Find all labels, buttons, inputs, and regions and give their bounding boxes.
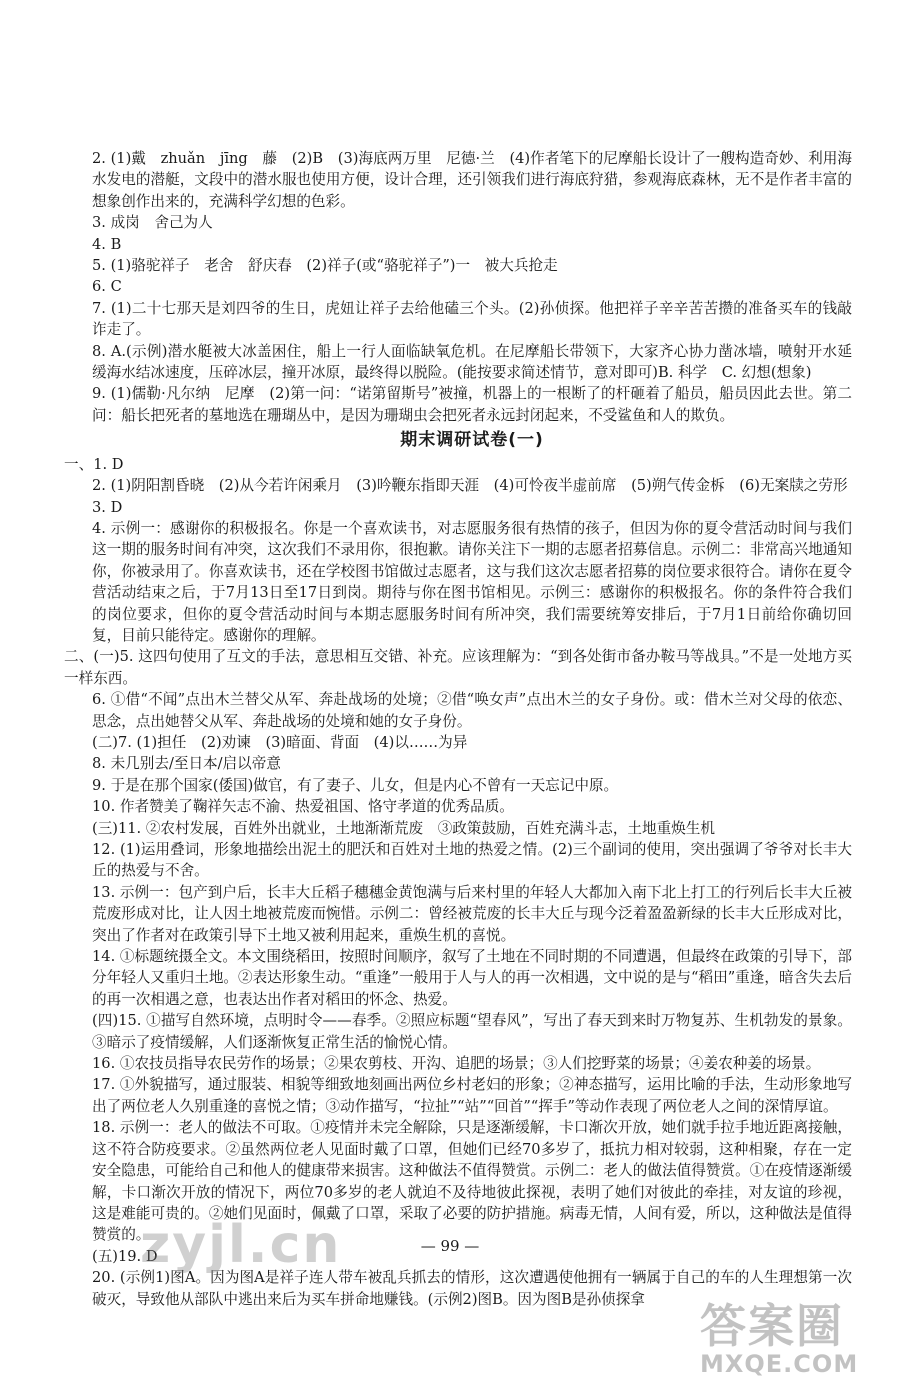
answer-line: 8. 未几别去/至日本/启以帝意 bbox=[92, 755, 281, 773]
exam-title: 期末调研试卷(一) bbox=[400, 430, 544, 451]
watermark-answer-logo bbox=[700, 1290, 890, 1380]
answer-line: 7. (1)二十七那天是刘四爷的生日，虎妞让祥子去给他磕三个头。(2)孙侦探。他把祥子辛辛苦苦攒的准备买车的钱敲诈走了。 bbox=[92, 299, 852, 339]
answer-line: 5. (1)骆驼祥子 老舍 舒庆春 (2)祥子(或“骆驼祥子”)一 被大兵抢走 bbox=[92, 257, 558, 275]
page-number: — 99 — bbox=[420, 1237, 480, 1255]
answer-line: 16. ①农技员指导农民劳作的场景；②果农剪枝、开沟、追肥的场景；③人们挖野菜的场景；④姜农种姜的场景。 bbox=[92, 1055, 821, 1073]
answer-line: 17. ①外貌描写，通过服装、相貌等细致地刻画出两位乡村老妇的形象；②神态描写，运用比喻的手法，生动形象地写出了两位老人久别重逢的喜悦之情；③动作描写，“拉扯”“站”“回首”“挥手”等动作表现了两位老人之间的深情厚谊。 bbox=[92, 1076, 852, 1115]
answer-line: (二)7. (1)担任 (2)劝谏 (3)暗面、背面 (4)以……为异 bbox=[92, 733, 468, 751]
answer-line: 6. ①借“不闻”点出木兰替父从军、奔赴战场的处境；②借“唤女声”点出木兰的女子身份。或：借木兰对父母的依恋、思念，点出她替父从军、奔赴战场的处境和她的女子身份。 bbox=[92, 691, 852, 730]
answer-line: (五)19. D bbox=[92, 1247, 158, 1265]
answer-line: 3. 成岗 舍己为人 bbox=[92, 214, 213, 232]
answer-line: 一、1. D bbox=[64, 455, 124, 473]
answer-line: 2. (1)戴 zhuǎn jīng 藤 (2)B (3)海底两万里 尼德·兰 (4)作者笔下的尼摩船长设计了一艘构造奇妙、利用海水发电的潜艇，文段中的潜水服也使用方便，设计合理，还引领我们进行海底狩猎，参观海底森林，无不是作者丰富的想象创作出来的，充满科学幻想的色彩。 bbox=[92, 150, 852, 210]
watermark-site-text: MXQE.COM bbox=[700, 1350, 859, 1378]
answer-line: 12. (1)运用叠词，形象地描绘出泥土的肥沃和百姓对土地的热爱之情。(2)三个副词的使用，突出强调了爷爷对长丰大丘的热爱与不舍。 bbox=[92, 841, 852, 880]
answer-line: 18. 示例一：老人的做法不可取。①疫情并未完全解除，只是逐渐缓解，卡口渐次开放，她们就手拉手地近距离接触，这不符合防疫要求。②虽然两位老人见面时戴了口罩，但她们已经70多岁了，抵抗力相对较弱，这种相聚，存在一定安全隐患，可能给自己和他人的健康带来损害。这种做法不值得赞赏。示例二：老人的做法值得赞赏。①在疫情逐渐缓解，卡口渐次开放的情况下，两位70多岁的老人就迫不及待地彼此探视，表明了她们对彼此的牵挂，对友谊的珍视，这是难能可贵的。②她们见面时，佩戴了口罩，采取了必要的防护措施。病毒无情，人间有爱，所以，这种做法是值得赞赏的。 bbox=[92, 1119, 852, 1244]
watermark-zyjl: zyjl.cn bbox=[140, 1215, 342, 1275]
answer-line: 4. 示例一：感谢你的积极报名。你是一个喜欢读书，对志愿服务很有热情的孩子，但因为你的夏令营活动时间与我们这一期的服务时间有冲突，这次我们不录用你，很抱歉。请你关注下一期的志愿者招募信息。示例二：非常高兴地通知你，你被录用了。你喜欢读书，还在学校图书馆做过志愿者，这与我们这次志愿者招募的岗位要求很符合。请你在夏令营活动结束之后，于7月13日至17日到岗。期待与你在图书馆相见。示例三：感谢你的积极报名。你的条件符合我们的岗位要求，但你的夏令营活动时间与本期志愿服务时间有所冲突，我们需要统筹安排后，于7月1日前给你确切回复，目前只能待定。感谢你的理解。 bbox=[92, 519, 852, 644]
watermark-logo-text: 答案圈 bbox=[700, 1299, 844, 1353]
answer-section-previous bbox=[92, 148, 852, 426]
answer-line: 8. A.(示例)潜水艇被大冰盖困住，船上一行人面临缺氧危机。在尼摩船长带领下，大家齐心协力凿冰墙，喷射开水延缓海水结冰速度，压碎冰层，撞开冰原，最终得以脱险。(能按要求简述情节，意对即可)B. 科学 C. 幻想(想象) bbox=[92, 342, 852, 382]
answer-line: 9. 于是在那个国家(倭国)做官，有了妻子、儿女，但是内心不曾有一天忘记中原。 bbox=[92, 776, 619, 794]
answer-line: (四)15. ①描写自然环境，点明时令——春季。②照应标题“望春风”，写出了春天到来时万物复苏、生机勃发的景象。③暗示了疫情缓解，人们逐渐恢复正常生活的愉悦心情。 bbox=[92, 1012, 852, 1051]
answer-line: 20. (示例1)图A。因为图A是祥子连人带车被乱兵抓去的情形，这次遭遇使他拥有一辆属于自己的车的人生理想第一次破灭，导致他从部队中逃出来后为买车拼命地赚钱。(示例2)图B。因为图B是孙侦探拿 bbox=[92, 1269, 852, 1308]
answer-line: 2. (1)阴阳割昏晓 (2)从今若许闲乘月 (3)吟鞭东指即天涯 (4)可怜夜半虚前席 (5)朔气传金柝 (6)无案牍之劳形 bbox=[92, 477, 848, 495]
answer-line: 13. 示例一：包产到户后，长丰大丘稻子穗穗金黄饱满与后来村里的年轻人大都加入南下北上打工的行列后长丰大丘被荒废形成对比，让人因土地被荒废而惋惜。示例二：曾经被荒废的长丰大丘与现今泛着盈盈新绿的长丰大丘形成对比，突出了作者对在政策引导下土地又被利用起来，重焕生机的喜悦。 bbox=[92, 883, 852, 944]
answer-line: 14. ①标题统摄全文。本文围绕稻田，按照时间顺序，叙写了土地在不同时期的不同遭遇，但最终在政策的引导下，部分年轻人又重归土地。②表达形象生动。“重逢”一般用于人与人的再一次相遇，文中说的是与“稻田”重逢，暗含失去后的再一次相遇之意，也表达出作者对稻田的怀念、热爱。 bbox=[92, 948, 852, 1008]
answer-line: 二、(一)5. 这四句使用了互文的手法，意思相互交错、补充。应该理解为：“到各处街市备办鞍马等战具。”不是一处地方买一样东西。 bbox=[64, 648, 852, 687]
answer-line: 9. (1)儒勒·凡尔纳 尼摩 (2)第一问：“诺第留斯号”被撞，机器上的一根断了的杆砸着了船员，船员因此去世。第二问：船长把死者的墓地选在珊瑚丛中，是因为珊瑚虫会把死者永远封闭起来，不受鲨鱼和人的欺负。 bbox=[92, 385, 852, 424]
answer-line: 10. 作者赞美了鞠祥矢志不渝、热爱祖国、恪守孝道的优秀品质。 bbox=[92, 798, 514, 816]
answer-line: 3. D bbox=[92, 498, 123, 516]
answer-page bbox=[64, 148, 852, 1310]
answer-line: 4. B bbox=[92, 235, 122, 253]
answer-section-final-exam bbox=[64, 454, 852, 1310]
answer-line: (三)11. ②农村发展，百姓外出就业，土地渐渐荒废 ③政策鼓励，百姓充满斗志，土地重焕生机 bbox=[92, 819, 715, 837]
answer-line: 6. C bbox=[92, 278, 122, 296]
